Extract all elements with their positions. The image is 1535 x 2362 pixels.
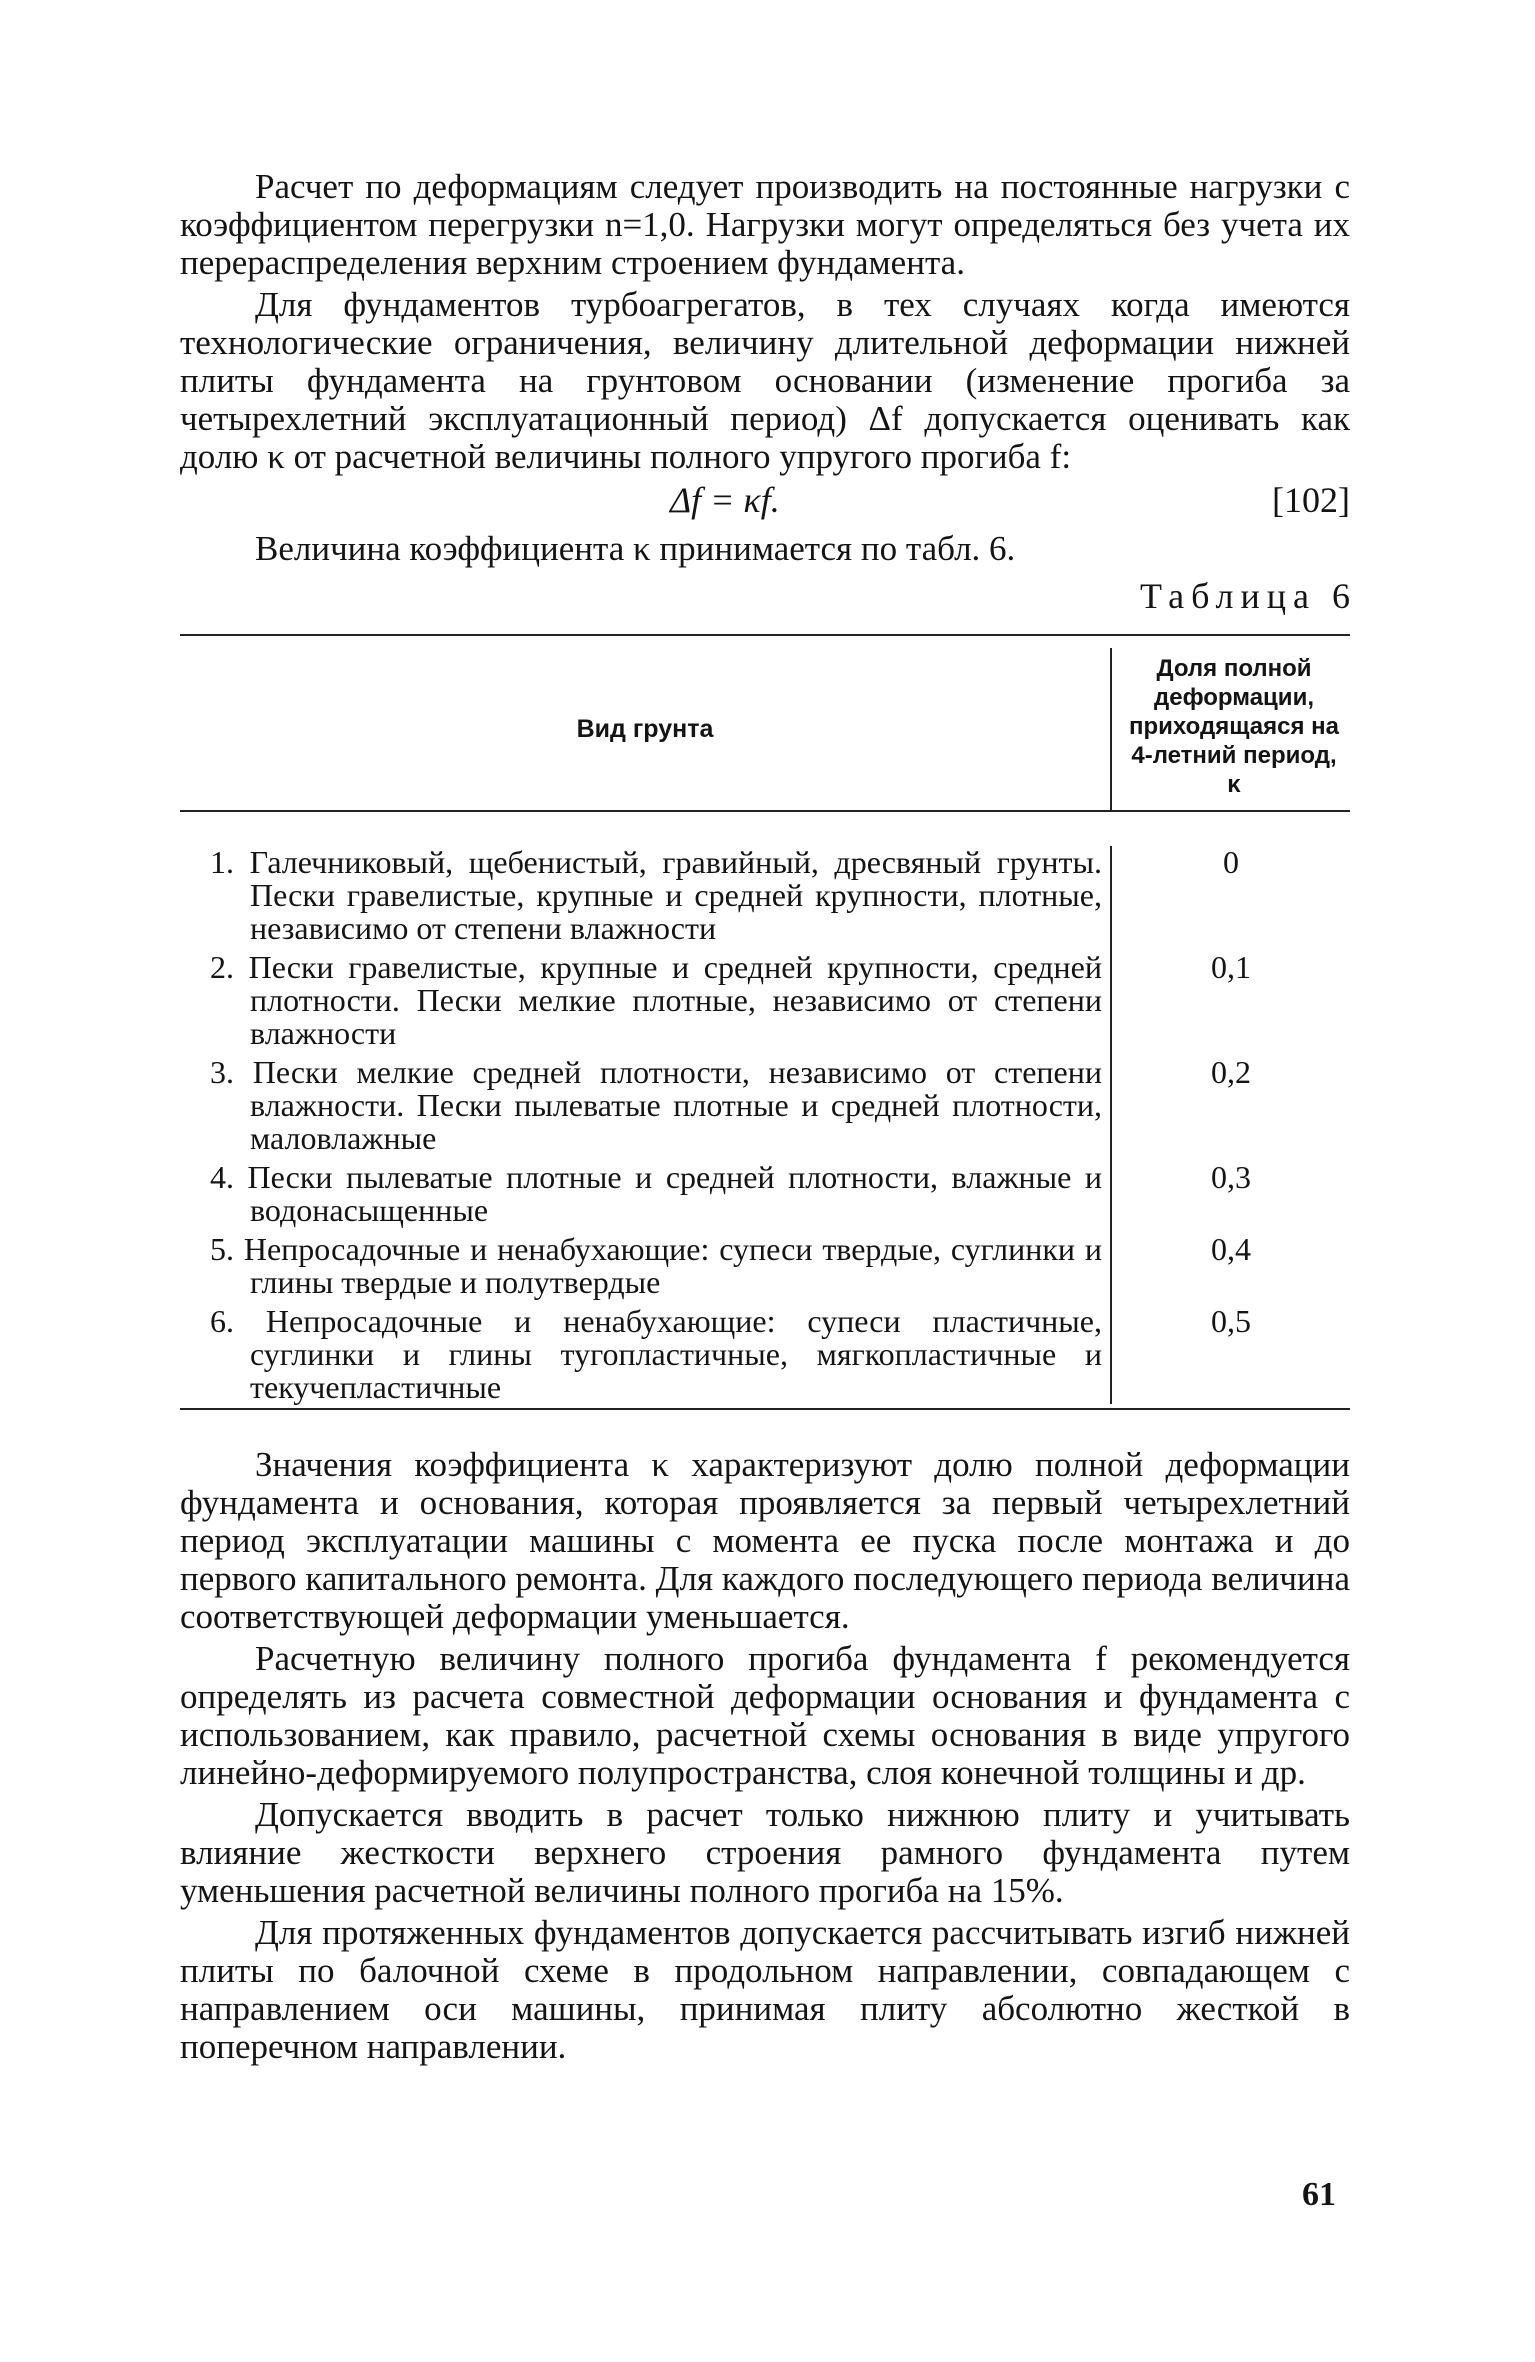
formula-line <box>180 476 1350 524</box>
table-row <box>180 1155 1350 1227</box>
table-cell-value: 0,1 <box>1110 945 1350 1050</box>
formula-expression: Δf = κf. <box>670 480 780 520</box>
table-row <box>180 945 1350 1050</box>
table-cell-soil: 1. Галечниковый, щебенистый, гравийный, дресвяный грунты. Пески гравелистые, крупные и средней крупности, плотные, независимо от степени влажности <box>210 844 1102 946</box>
page-number: 61 <box>1302 2176 1336 2213</box>
table-row <box>180 1299 1350 1404</box>
paragraph-7: Для протяженных фундаментов допускается рассчитывать изгиб нижней плиты по балочной схеме в продольном направлении, совпадающем с направлением оси машины, принимая плиту абсолютно жесткой в поперечном направлении. <box>180 1913 1350 2066</box>
formula-number: [102] <box>1272 480 1350 520</box>
table-row <box>180 1050 1350 1155</box>
paragraph-6: Допускается вводить в расчет только нижнюю плиту и учитывать влияние жесткости верхнего строения рамного фундамента путем уменьшения расчетной величины полного прогиба на 15%. <box>180 1795 1350 1910</box>
table-header-deformation-share: Доля полной деформации, приходящаяся на 4-летний период, κ <box>1110 648 1350 810</box>
table-cell-value: 0,5 <box>1110 1299 1350 1404</box>
paragraph-3: Величина коэффициента κ принимается по табл. 6. <box>255 529 1016 568</box>
table-caption: Таблица 6 <box>1140 576 1357 616</box>
table-cell-value: 0,3 <box>1110 1155 1350 1227</box>
soil-table <box>180 634 1350 1410</box>
table-cell-value: 0,2 <box>1110 1050 1350 1155</box>
table-row <box>180 846 1350 945</box>
table-header-soil-type: Вид грунта <box>576 714 714 743</box>
paragraph-4: Значения коэффициента κ характеризуют долю полной деформации фундамента и основания, которая проявляется за первый четырехлетний период эксплуатации машины с момента ее пуска после монтажа и до первого капитального ремонта. Для каждого последующего периода величина соответствующей деформации уменьшается. <box>180 1445 1350 1636</box>
text-after-table <box>180 1446 1350 2066</box>
table-body <box>180 812 1350 1408</box>
paragraph-5: Расчетную величину полного прогиба фундамента f рекомендуется определять из расчета совместной деформации основания и фундамента с использованием, как правило, расчетной схемы основания в виде упругого линейно-деформируемого полупространства, слоя конечной толщины и др. <box>180 1639 1350 1792</box>
table-cell-soil: 2. Пески гравелистые, крупные и средней крупности, средней плотности. Пески мелкие плотные, независимо от степени влажности <box>210 949 1102 1051</box>
document-page <box>180 167 1357 2066</box>
table-header-row <box>180 648 1350 812</box>
table-cell-soil: 6. Непросадочные и ненабухающие: супеси пластичные, суглинки и глины тугопластичные, мягкопластичные и текучепластичные <box>210 1303 1102 1405</box>
paragraph-1: Расчет по деформациям следует производить на постоянные нагрузки с коэффициентом перегрузки n=1,0. Нагрузки могут определяться без учета их перераспределения верхним строением фундамента. <box>180 167 1350 282</box>
table-cell-value: 0,4 <box>1110 1227 1350 1299</box>
table-cell-soil: 4. Пески пылеватые плотные и средней плотности, влажные и водонасыщенные <box>210 1159 1102 1228</box>
table-cell-value: 0 <box>1110 846 1350 945</box>
table-row <box>180 1227 1350 1299</box>
table-cell-soil: 5. Непросадочные и ненабухающие: супеси твердые, суглинки и глины твердые и полутвердые <box>210 1231 1102 1300</box>
paragraph-2: Для фундаментов турбоагрегатов, в тех случаях когда имеются технологические ограничения, величину длительной деформации нижней плиты фундамента на грунтовом основании (изменение прогиба за четырехлетний эксплуатационный период) Δf допускается оценивать как долю κ от расчетной величины полного упругого прогиба f: <box>180 285 1350 476</box>
table-cell-soil: 3. Пески мелкие средней плотности, независимо от степени влажности. Пески пылеватые плотные и средней плотности, маловлажные <box>210 1054 1102 1156</box>
